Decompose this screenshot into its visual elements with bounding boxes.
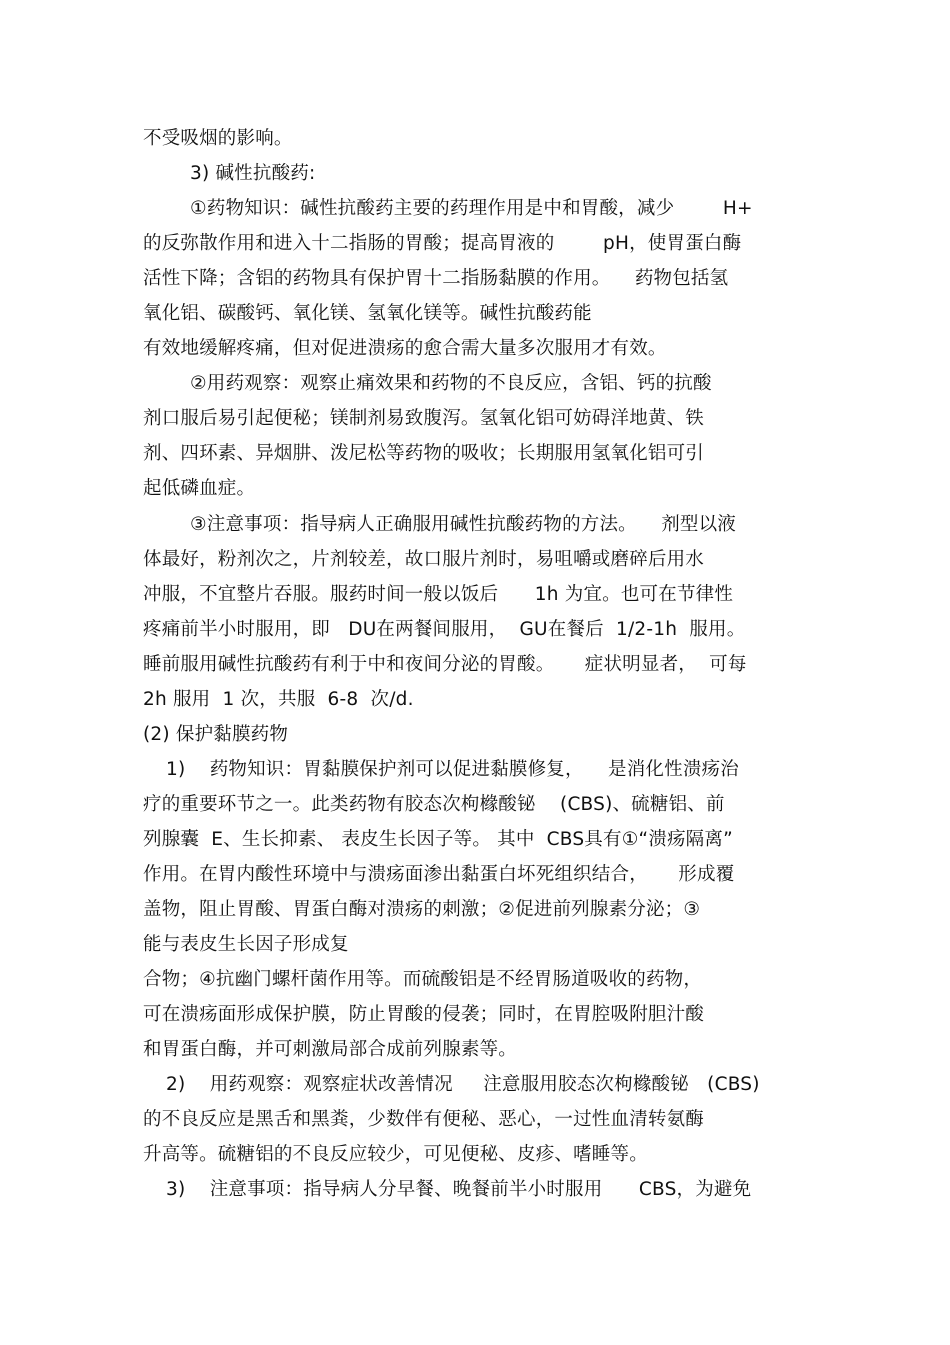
text-line: 剂口服后易引起便秘；镁制剂易致腹泻。氢氧化铝可妨碍洋地黄、铁 bbox=[143, 408, 705, 429]
text-line: 合物；④抗幽门螺杆菌作用等。而硫酸铝是不经胃肠道吸收的药物， bbox=[143, 969, 703, 990]
text-line: 剂、四环素、异烟肼、泼尼松等药物的吸收；长期服用氢氧化铝可引 bbox=[143, 443, 705, 464]
text-line: 作用。在胃内酸性环境中与溃疡面渗出黏蛋白坏死组织结合， 形成覆 bbox=[143, 864, 735, 885]
text-line: 不受吸烟的影响。 bbox=[143, 128, 293, 149]
text-line: ①药物知识：碱性抗酸药主要的药理作用是中和胃酸，减少 H+ bbox=[190, 198, 753, 219]
text-line: 2) 用药观察：观察症状改善情况 注意服用胶态次枸橼酸铋 (CBS) bbox=[166, 1074, 760, 1095]
section-heading: (2) 保护黏膜药物 bbox=[143, 724, 289, 745]
text-line: 疗的重要环节之一。此类药物有胶态次枸橼酸铋 (CBS)、硫糖铝、前 bbox=[143, 794, 725, 815]
text-line: ③注意事项：指导病人正确服用碱性抗酸药物的方法。 剂型以液 bbox=[190, 514, 737, 535]
text-line: 和胃蛋白酶，并可刺激局部合成前列腺素等。 bbox=[143, 1039, 518, 1060]
text-line: 升高等。硫糖铝的不良反应较少，可见便秘、皮疹、嗜睡等。 bbox=[143, 1144, 648, 1165]
text-line: 疼痛前半小时服用，即 DU在两餐间服用， GU在餐后 1/2-1h 服用。 bbox=[143, 619, 746, 640]
text-line: 冲服，不宜整片吞服。服药时间一般以饭后 1h 为宜。也可在节律性 bbox=[143, 584, 734, 605]
text-line: 的反弥散作用和进入十二指肠的胃酸；提高胃液的 pH，使胃蛋白酶 bbox=[143, 233, 742, 254]
text-line: 3) 注意事项：指导病人分早餐、晚餐前半小时服用 CBS，为避免 bbox=[166, 1179, 752, 1200]
text-line: 2h 服用 1 次，共服 6-8 次/d. bbox=[143, 689, 414, 710]
text-line: 活性下降；含铝的药物具有保护胃十二指肠黏膜的作用。 药物包括氢 bbox=[143, 268, 729, 289]
section-heading: 3) 碱性抗酸药: bbox=[190, 163, 316, 184]
text-line: 有效地缓解疼痛，但对促进溃疡的愈合需大量多次服用才有效。 bbox=[143, 338, 667, 359]
text-line: 盖物，阻止胃酸、胃蛋白酶对溃疡的刺激；②促进前列腺素分泌；③ bbox=[143, 899, 701, 920]
text-line: 氧化铝、碳酸钙、氧化镁、氢氧化镁等。碱性抗酸药能 bbox=[143, 303, 592, 324]
text-line: 的不良反应是黑舌和黑粪，少数伴有便秘、恶心，一过性血清转氨酶 bbox=[143, 1109, 705, 1130]
text-line: 起低磷血症。 bbox=[143, 478, 256, 499]
text-line: 1) 药物知识：胃黏膜保护剂可以促进黏膜修复， 是消化性溃疡治 bbox=[166, 759, 739, 780]
text-line: 体最好，粉剂次之，片剂较差，故口服片剂时，易咀嚼或磨碎后用水 bbox=[143, 549, 705, 570]
text-line: 睡前服用碱性抗酸药有利于中和夜间分泌的胃酸。 症状明显者， 可每 bbox=[143, 654, 747, 675]
text-line: ②用药观察：观察止痛效果和药物的不良反应，含铝、钙的抗酸 bbox=[190, 373, 712, 394]
text-line: 列腺囊 E、生长抑素、 表皮生长因子等。 其中 CBS具有①“溃疡隔离” bbox=[143, 829, 733, 850]
text-line: 能与表皮生长因子形成复 bbox=[143, 934, 349, 955]
text-line: 可在溃疡面形成保护膜，防止胃酸的侵袭；同时，在胃腔吸附胆汁酸 bbox=[143, 1004, 705, 1025]
